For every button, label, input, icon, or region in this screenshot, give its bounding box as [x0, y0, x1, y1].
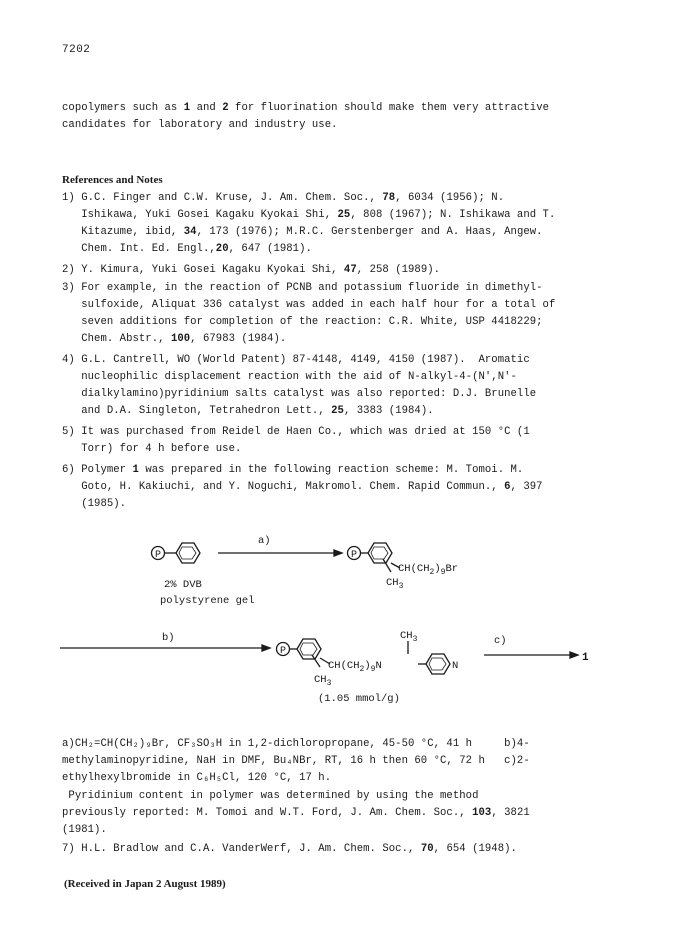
- polymer-label: P: [279, 646, 287, 657]
- subscript: 3: [412, 635, 418, 644]
- text-span: , 3821: [491, 807, 530, 819]
- text-span: and: [190, 102, 223, 114]
- ref-4-line-3: dialkylamino)pyridinium salts catalyst was also reported: D.J. Brunelle: [62, 388, 537, 400]
- loading-label: (1.05 mmol/g): [318, 693, 400, 705]
- volume: 25: [337, 209, 351, 221]
- polymer-label: P: [350, 550, 358, 561]
- pyridine-n-label: N: [452, 660, 459, 672]
- volume: 6: [504, 481, 511, 493]
- conditions-line-3: ethylhexylbromide in C₆H₅Cl, 120 °C, 17 h.: [62, 772, 332, 784]
- subscript: 2: [429, 568, 435, 577]
- received-date: (Received in Japan 2 August 1989): [64, 878, 226, 890]
- page-number: 7202: [62, 44, 91, 56]
- subscript: 9: [440, 568, 446, 577]
- pyridinium-line-2: [62, 805, 530, 822]
- text-span: for fluorination should make them very attractive: [228, 102, 550, 114]
- volume: 47: [343, 264, 357, 276]
- step-a-label: a): [258, 535, 271, 547]
- text-span: , 647 (1981).: [228, 243, 312, 255]
- text-span: CH: [386, 577, 399, 589]
- ref-1-line-3: [62, 224, 543, 241]
- ref-3-line-3: seven additions for completion of the reaction: C.R. White, USP 4418229;: [62, 316, 543, 328]
- subscript: 3: [326, 679, 332, 688]
- text-span: , 3383 (1984).: [343, 405, 434, 417]
- pyridinium-line-3: (1981).: [62, 824, 107, 836]
- ref-6-line-3: (1985).: [62, 498, 127, 510]
- volume: 100: [170, 333, 191, 345]
- text-span: Ishikawa, Yuki Gosei Kagaku Kyokai Shi,: [62, 209, 338, 221]
- text-span: , 173 (1976); M.R.C. Gerstenberger and A. Haas, Angew.: [196, 226, 543, 238]
- volume: 103: [472, 807, 492, 819]
- volume: 20: [215, 243, 229, 255]
- product-label: 1: [582, 652, 589, 664]
- dvb-label: 2% DVB: [164, 579, 202, 591]
- ref-1-line-4: [62, 241, 312, 258]
- ref-3-line-4: [62, 331, 286, 348]
- intro-line-2: candidates for laboratory and industry use.: [62, 119, 338, 131]
- pyridinium-line-1: Pyridinium content in polymer was determined by using the method: [62, 790, 479, 802]
- ref-3-line-2: sulfoxide, Aliquat 336 catalyst was added in each half hour for a total of: [62, 299, 556, 311]
- ref-6-line-1: [62, 462, 523, 479]
- text-span: CH(CH: [398, 563, 430, 575]
- volume: 34: [183, 226, 197, 238]
- text-span: Chem. Abstr.,: [62, 333, 171, 345]
- ref-2-line-1: [62, 262, 440, 279]
- step-c-label: c): [494, 635, 507, 647]
- step-b-label: b): [162, 632, 175, 644]
- volume: 70: [420, 843, 434, 855]
- references-heading: References and Notes: [62, 174, 163, 186]
- ref-1-line-1: [62, 190, 504, 207]
- text-span: , 654 (1948).: [433, 843, 517, 855]
- intro-line-1: [62, 100, 549, 117]
- ref-7-line-1: [62, 841, 517, 858]
- text-span: 2) Y. Kimura, Yuki Gosei Kagaku Kyokai Shi,: [62, 264, 344, 276]
- text-span: 6) Polymer: [62, 464, 133, 476]
- text-span: Kitazume, ibid,: [62, 226, 184, 238]
- subscript: 2: [359, 665, 365, 674]
- subscript: 3: [398, 582, 404, 591]
- text-span: Br: [445, 563, 459, 575]
- text-span: previously reported: M. Tomoi and W.T. Ford, J. Am. Chem. Soc.,: [62, 807, 473, 819]
- ref-1-line-2: [62, 207, 555, 224]
- ref-4-line-2: nucleophilic displacement reaction with the aid of N-alkyl-4-(N',N'-: [62, 371, 517, 383]
- ref-5-line-2: Torr) for 4 h before use.: [62, 443, 242, 455]
- text-span: , 258 (1989).: [356, 264, 441, 276]
- text-span: N: [375, 660, 382, 672]
- ref-4-line-1: 4) G.L. Cantrell, WO (World Patent) 87-4148, 4149, 4150 (1987). Aromatic: [62, 354, 530, 366]
- methyl-label: [386, 577, 404, 591]
- ref-3-line-1: 3) For example, in the reaction of PCNB and potassium fluoride in dimethyl-: [62, 282, 543, 294]
- text-span: , 397: [510, 481, 543, 493]
- text-span: CH: [314, 674, 327, 686]
- conditions-line-2: methylaminopyridine, NaH in DMF, Bu₄NBr, RT, 16 h then 60 °C, 72 h c)2-: [62, 755, 530, 767]
- text-span: ): [364, 660, 371, 672]
- gel-label: polystyrene gel: [160, 595, 255, 607]
- chain-label-1: [398, 563, 458, 577]
- text-span: 7) H.L. Bradlow and C.A. VanderWerf, J. Am. Chem. Soc.,: [62, 843, 421, 855]
- ref-5-line-1: 5) It was purchased from Reidel de Haen Co., which was dried at 150 °C (1: [62, 426, 530, 438]
- conditions-line-1: a)CH₂=CH(CH₂)₉Br, CF₃SO₃H in 1,2-dichloropropane, 45-50 °C, 41 h b)4-: [62, 738, 530, 750]
- methyl-label: [314, 674, 332, 688]
- text-span: Chem. Int. Ed. Engl.,: [62, 243, 216, 255]
- ref-4-line-4: [62, 403, 434, 420]
- chain-label-2: [328, 660, 382, 674]
- volume: 78: [382, 192, 396, 204]
- volume: 25: [331, 405, 344, 417]
- compound-ref: 1: [132, 464, 139, 476]
- text-span: Goto, H. Kakiuchi, and Y. Noguchi, Makromol. Chem. Rapid Commun.,: [62, 481, 505, 493]
- ref-6-line-2: [62, 479, 543, 496]
- n-methyl-label: [400, 630, 418, 644]
- text-span: , 808 (1967); N. Ishikawa and T.: [350, 209, 556, 221]
- text-span: and D.A. Singleton, Tetrahedron Lett.,: [62, 405, 332, 417]
- reaction-scheme: [0, 530, 680, 710]
- text-span: ): [434, 563, 441, 575]
- compound-ref: 1: [183, 102, 191, 114]
- polymer-label: P: [154, 550, 162, 561]
- subscript: 9: [370, 665, 376, 674]
- compound-ref: 2: [222, 102, 229, 114]
- text-span: , 6034 (1956); N.: [395, 192, 505, 204]
- text-span: CH(CH: [328, 660, 360, 672]
- text-span: copolymers such as: [62, 102, 184, 114]
- text-span: 1) G.C. Finger and C.W. Kruse, J. Am. Chem. Soc.,: [62, 192, 383, 204]
- text-span: was prepared in the following reaction scheme: M. Tomoi. M.: [138, 464, 524, 476]
- text-span: , 67983 (1984).: [190, 333, 287, 345]
- text-span: CH: [400, 630, 413, 642]
